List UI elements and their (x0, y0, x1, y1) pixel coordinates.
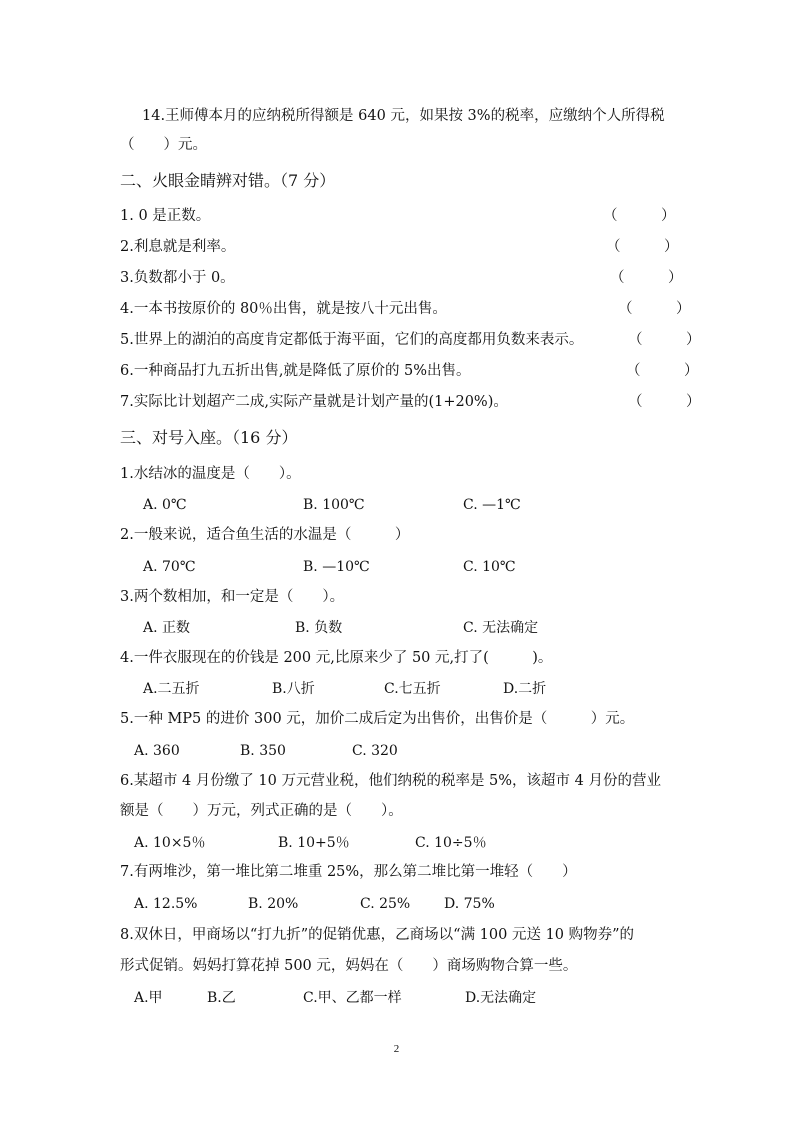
s3-q7-option-c: C. 25% (360, 896, 411, 912)
s2-paren-5: （ ） (628, 332, 701, 348)
s2-paren-6: （ ） (626, 363, 699, 379)
s3-q3-stem: 3.两个数相加，和一定是（ ）。 (120, 589, 345, 605)
s3-q4-stem: 4.一件衣服现在的价钱是 200 元,比原来少了 50 元,打了( )。 (120, 650, 553, 666)
s2-item-7: 7.实际比计划超产二成,实际产量就是计划产量的(1+20%)。 (120, 394, 508, 410)
s2-item-3: 3.负数都小于 0。 (120, 270, 235, 286)
q14-line2: （ ）元。 (120, 137, 207, 153)
s3-q8-line2: 形式促销。妈妈打算花掉 500 元，妈妈在（ ）商场购物合算一些。 (120, 958, 578, 974)
s3-q8-option-a: A.甲 (134, 990, 163, 1006)
s3-q6-option-a: A. 10×5％ (134, 835, 206, 851)
s3-q3-option-a: A. 正数 (143, 620, 191, 636)
s2-paren-1: （ ） (603, 208, 676, 224)
page-number: 2 (393, 1043, 400, 1055)
s3-q6-option-c: C. 10÷5％ (415, 835, 487, 851)
s3-q5-option-c: C. 320 (352, 743, 398, 759)
s3-q4-option-a: A.二五折 (143, 681, 200, 697)
s3-q2-option-c: C. 10℃ (463, 559, 516, 575)
s3-q1-option-b: B. 100℃ (303, 497, 365, 513)
s2-paren-2: （ ） (606, 239, 679, 255)
s2-item-1: 1. 0 是正数。 (120, 208, 211, 224)
section2-title: 二、火眼金睛辨对错。（7 分） (120, 171, 336, 190)
s3-q6-line1: 6.某超市 4 月份缴了 10 万元营业税，他们纳税的税率是 5%，该超市 4 月份的营业 (120, 773, 662, 789)
s3-q4-option-c: C.七五折 (384, 681, 441, 697)
s3-q2-stem: 2.一般来说，适合鱼生活的水温是（ ） (120, 527, 410, 543)
s3-q2-option-a: A. 70℃ (143, 559, 196, 575)
s2-item-2: 2.利息就是利率。 (120, 239, 236, 255)
s3-q8-option-c: C.甲、乙都一样 (303, 990, 402, 1006)
s3-q8-option-b: B.乙 (207, 990, 236, 1006)
s3-q1-option-a: A. 0℃ (143, 497, 187, 513)
s3-q7-option-b: B. 20% (248, 896, 299, 912)
s3-q8-line1: 8.双休日，甲商场以“打九折”的促销优惠，乙商场以“满 100 元送 10 购物券”的 (120, 927, 635, 943)
s3-q7-option-a: A. 12.5% (134, 896, 198, 912)
s3-q2-option-b: B. —10℃ (303, 559, 370, 575)
s2-paren-7: （ ） (628, 394, 701, 410)
s3-q1-option-c: C. —1℃ (463, 497, 521, 513)
s3-q4-option-b: B.八折 (272, 681, 315, 697)
s2-paren-3: （ ） (610, 270, 683, 286)
s2-item-5: 5.世界上的湖泊的高度肯定都低于海平面，它们的高度都用负数来表示。 (120, 332, 584, 348)
s3-q6-option-b: B. 10+5％ (278, 835, 350, 851)
s3-q5-option-a: A. 360 (134, 743, 180, 759)
s3-q6-line2: 额是（ ）万元，列式正确的是（ ）。 (120, 803, 403, 819)
s3-q4-option-d: D.二折 (503, 681, 547, 697)
s3-q7-option-d: D. 75% (444, 896, 495, 912)
s3-q3-option-c: C. 无法确定 (463, 620, 539, 636)
s3-q3-option-b: B. 负数 (295, 620, 343, 636)
s3-q5-stem: 5.一种 MP5 的进价 300 元，加价二成后定为出售价，出售价是（ ）元。 (120, 711, 635, 727)
s3-q1-stem: 1.水结冰的温度是（ ）。 (120, 466, 301, 482)
s3-q5-option-b: B. 350 (240, 743, 286, 759)
q14-line1: 14.王师傅本月的应纳税所得额是 640 元，如果按 3%的税率，应缴纳个人所得税 (142, 108, 665, 124)
s3-q7-stem: 7.有两堆沙，第一堆比第二堆重 25%，那么第二堆比第一堆轻（ ） (120, 864, 577, 880)
section3-title: 三、对号入座。（16 分） (120, 428, 298, 447)
s2-paren-4: （ ） (618, 301, 691, 317)
s3-q8-option-d: D.无法确定 (465, 990, 537, 1006)
s2-item-4: 4.一本书按原价的 80％出售，就是按八十元出售。 (120, 301, 447, 317)
s2-item-6: 6.一种商品打九五折出售,就是降低了原价的 5%出售。 (120, 363, 471, 379)
